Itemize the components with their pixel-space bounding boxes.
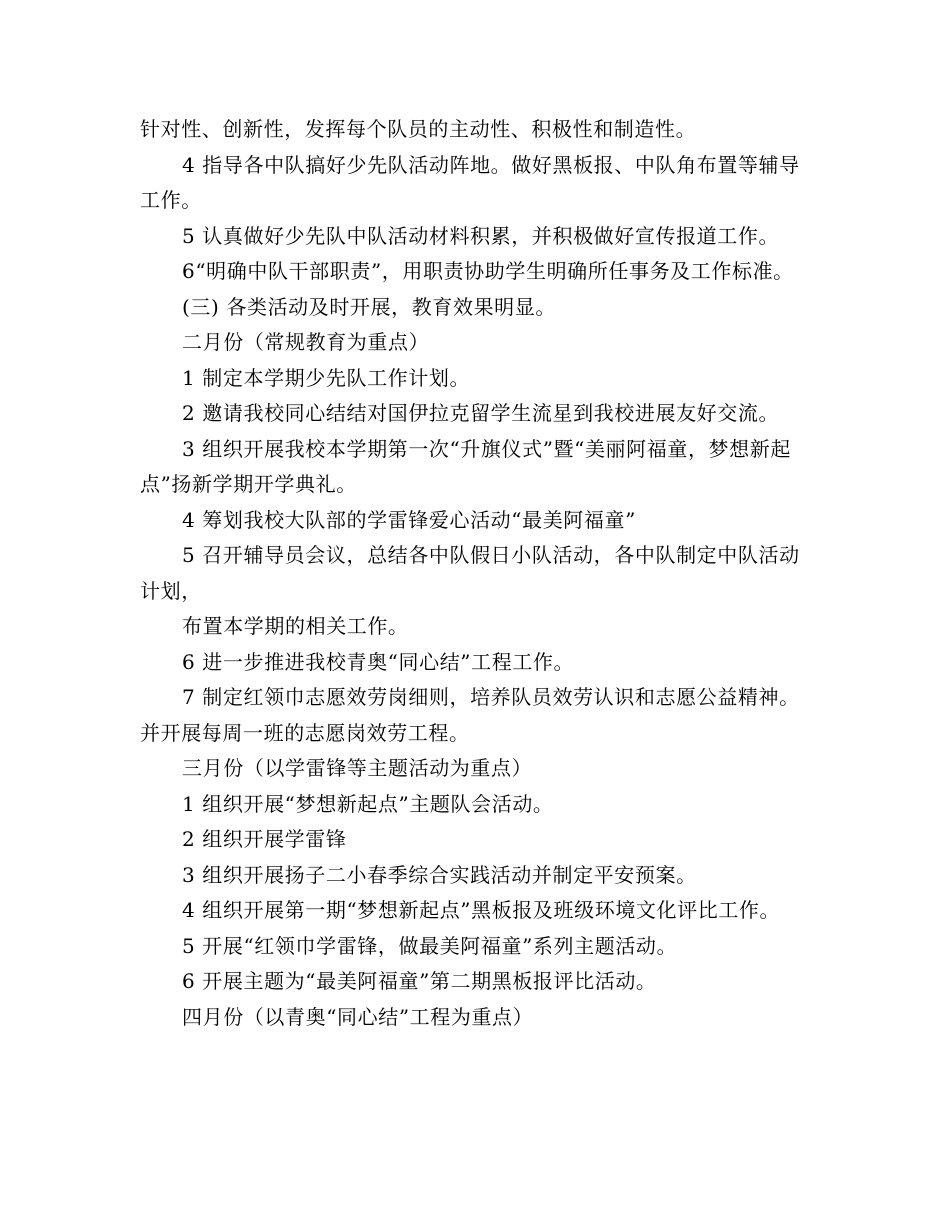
paragraph: 5 召开辅导员会议，总结各中队假日小队活动，各中队制定中队活动计划， <box>140 543 800 603</box>
paragraph: 布置本学期的相关工作。 <box>182 614 409 638</box>
paragraph: 3 组织开展扬子二小春季综合实践活动并制定平安预案。 <box>182 862 697 887</box>
section-heading: (三) 各类活动及时开展，教育效果明显。 <box>182 294 556 319</box>
paragraph: 5 开展“红领巾学雷锋，做最美阿福童”系列主题活动。 <box>182 933 678 958</box>
month-heading: 四月份（以青奥“同心结”工程为重点） <box>182 1004 534 1029</box>
paragraph: 1 制定本学期少先队工作计划。 <box>182 365 471 390</box>
paragraph: 4 筹划我校大队部的学雷锋爱心活动“最美阿福童” <box>182 507 636 532</box>
month-heading: 二月份（常规教育为重点） <box>182 330 430 354</box>
paragraph: 4 指导各中队搞好少先队活动阵地。做好黑板报、中队角布置等辅导工作。 <box>140 152 800 212</box>
document-body <box>140 112 815 1035</box>
paragraph: 6“明确中队干部职责”，用职责协助学生明确所任事务及工作标准。 <box>182 259 794 283</box>
paragraph: 3 组织开展我校本学期第一次“升旗仪式”暨“美丽阿福童，梦想新起点”扬新学期开学典礼。 <box>140 436 791 496</box>
paragraph: 7 制定红领巾志愿效劳岗细则，培养队员效劳认识和志愿公益精神。并开展每周一班的志愿岗效劳工程。 <box>140 685 800 745</box>
paragraph: 针对性、创新性，发挥每个队员的主动性、积极性和制造性。 <box>140 117 697 141</box>
paragraph: 5 认真做好少先队中队活动材料积累，并积极做好宣传报道工作。 <box>182 223 780 248</box>
paragraph: 1 组织开展“梦想新起点”主题队会活动。 <box>182 791 554 816</box>
paragraph: 4 组织开展第一期“梦想新起点”黑板报及班级环境文化评比工作。 <box>182 898 781 922</box>
paragraph: 6 开展主题为“最美阿福童”第二期黑板报评比活动。 <box>182 969 657 993</box>
month-heading: 三月份（以学雷锋等主题活动为重点） <box>182 756 533 780</box>
paragraph: 2 邀请我校同心结结对国伊拉克留学生流星到我校进展友好交流。 <box>182 401 780 425</box>
paragraph: 6 进一步推进我校青奥“同心结”工程工作。 <box>182 649 575 674</box>
paragraph: 2 组织开展学雷锋 <box>182 827 347 851</box>
